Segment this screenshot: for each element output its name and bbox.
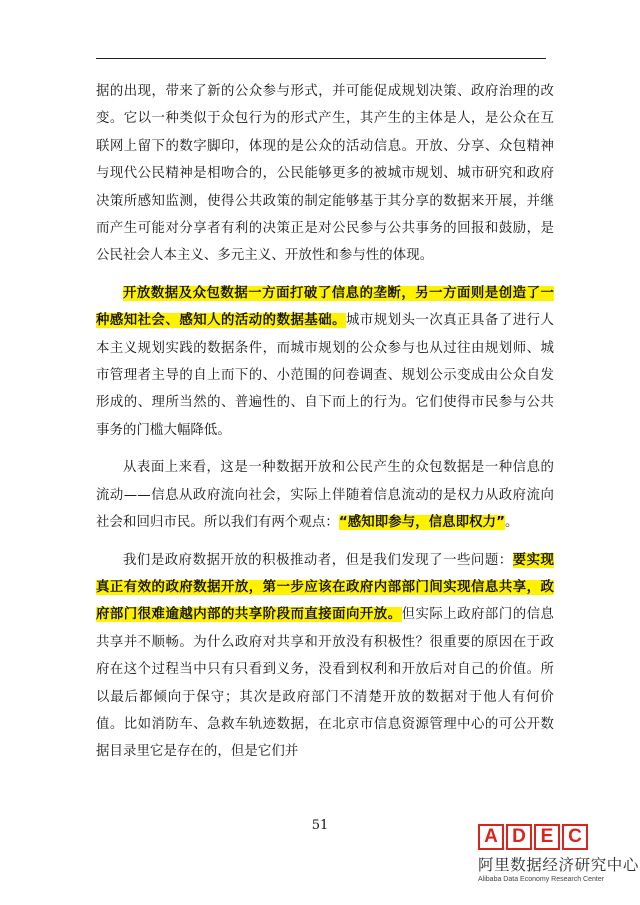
- adec-logo: [478, 824, 640, 894]
- highlighted-text: 要实现真正有效的政府数据开放，第一步应该在政府内部部门间实现信息共享，政府部门很难逾越内部的共享阶段而直接面向开放。: [96, 552, 554, 623]
- logo-letter-d: D: [506, 824, 532, 850]
- logo-name-chinese: 阿里数据经济研究中心: [478, 856, 640, 874]
- logo-letter-e: E: [534, 824, 560, 850]
- logo-letter-c: C: [562, 824, 588, 850]
- logo-letters: [478, 824, 628, 850]
- header-rule: [96, 58, 546, 59]
- paragraph-3: [96, 454, 554, 536]
- page-number: 51: [311, 818, 329, 833]
- text-segment: 据的出现，带来了新的公众参与形式，并可能促成规划决策、政府治理的改变。它以一种类似于众包行为的形式产生，其产生的主体是人，是公众在互联网上留下的数字脚印，体现的是公众的活动信息。开放、分享、众包精神与现代公民精神是相吻合的，公民能够更多的被城市规划、城市研究和政府决策所感知监测，使得公共政策的制定能够基于其分享的数据来开展，并继而产生可能对分享者有利的决策正是对公民参与公共事务的回报和鼓励，是公民社会人本主义、多元主义、开放性和参与性的体现。: [96, 84, 554, 264]
- document-body: [96, 78, 554, 776]
- text-segment: 我们是政府数据开放的积极推动者，但是我们发现了一些问题：: [123, 552, 513, 568]
- text-segment: 。: [505, 515, 519, 531]
- paragraph-2: [96, 280, 554, 444]
- paragraph-4: [96, 547, 554, 766]
- highlighted-text: “感知即参与，信息即权力”: [338, 515, 506, 531]
- logo-letter-a: A: [478, 824, 504, 850]
- text-segment: 从表面上来看，这是一种数据开放和公民产生的众包数据是一种信息的流动——信息从政府流向社会，实际上伴随着信息流动的是权力从政府流向社会和回归市民。所以我们有两个观点：: [96, 460, 554, 531]
- logo-name-english: Alibaba Data Economy Research Center: [478, 876, 605, 883]
- text-segment: 但实际上政府部门的信息共享并不顺畅。为什么政府对共享和开放没有积极性？很重要的原因在于政府在这个过程当中只有只看到义务，没看到权利和开放后对自己的价值。所以最后都倾向于保守；其次是政府部门不清楚开放的数据对于他人有何价值。比如消防车、急救车轨迹数据，在北京市信息资源管理中心的可公开数据目录里它是存在的，但是它们并: [96, 607, 554, 760]
- highlighted-text: 开放数据及众包数据一方面打破了信息的垄断，另一方面则是创造了一种感知社会、感知人的活动的数据基础。: [96, 285, 554, 329]
- text-segment: 城市规划头一次真正具备了进行人本主义规划实践的数据条件，而城市规划的公众参与也从过往由规划师、城市管理者主导的自上而下的、小范围的问卷调查、规划公示变成由公众自发形成的、理所当然的、普遍性的、自下而上的行为。它们使得市民参与公共事务的门槛大幅降低。: [96, 313, 554, 438]
- paragraph-1: [96, 78, 554, 270]
